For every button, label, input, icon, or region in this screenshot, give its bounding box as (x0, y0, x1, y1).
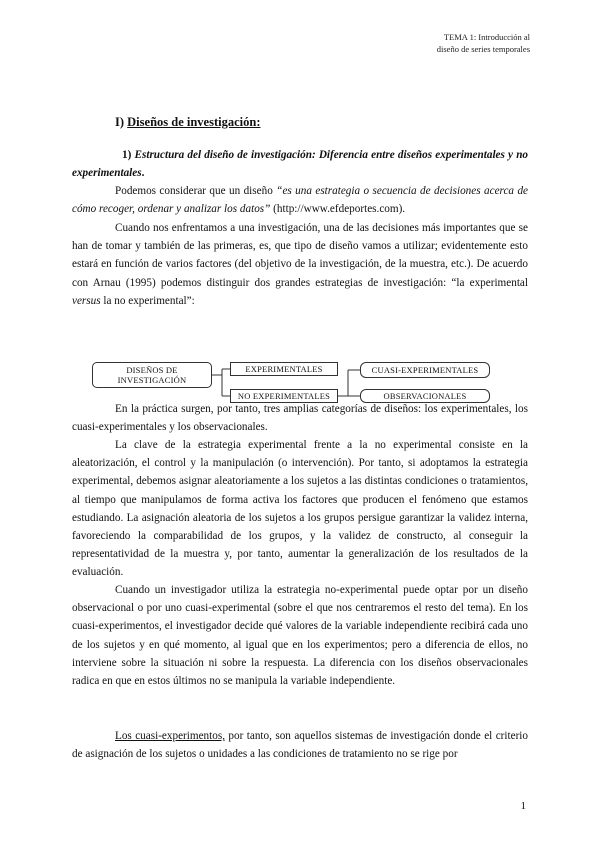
design-definition-quote: “es una estrategia o secuencia de decisiones acerca de cómo recoger, ordenar y analizar los datos” (72, 185, 528, 216)
section-number: I) (115, 115, 125, 129)
subsection-title: Estructura del diseño de investigación: Diferencia entre diseños experimentales y no experimentales (72, 149, 529, 180)
paragraph-5: Cuando un investigador utiliza la estrategia no-experimental puede optar por un diseño observacional o por uno cuasi-experimental (sobre el que nos centraremos el resto del tema). En los cuasi-experimentos, el investigador decide qué valores de la variable independiente recibirá cada uno de los sujetos y en qué momento, al igual que en los experimentos; pero a diferencia de ellos, no interviene sobre la situación ni sobre la respuesta. La diferencia con los diseños observacionales radica en que en estos últimos no se manipula la variable independiente. (72, 584, 528, 688)
subsection-heading: 1) Estructura del diseño de investigación: Diferencia entre diseños experimentales y no experimentales. (72, 149, 529, 180)
paragraph-1: Podemos considerar que un diseño “es una estrategia o secuencia de decisiones acerca de cómo recoger, ordenar y analizar los datos” (http://www.efdeportes.com). (72, 185, 528, 216)
running-header (330, 32, 530, 55)
diagram-experimental-box: EXPERIMENTALES (230, 362, 338, 376)
header-line-2: diseño de series temporales (436, 43, 530, 54)
paragraph-2: Cuando nos enfrentamos a una investigación, una de las decisiones más importantes que se han de tomar y también de las primeras, es, que tipo de diseño vamos a utilizar; evidentemente esto estará en función de varios factores (del objetivo de la investigación, de la muestra, etc.). De acuerdo con Arnau (1995) podemos distinguir dos grandes estrategias de investigación: “la experimental versus la no experimental”: (72, 222, 528, 307)
section-title: Diseños de investigación: (127, 115, 261, 129)
diagram-observacionales-box: OBSERVACIONALES (360, 389, 490, 403)
header-line-1: TEMA 1: Introducción al (443, 32, 530, 42)
paragraph-4: La clave de la estrategia experimental frente a la no experimental consiste en la aleatorización, el control y la manipulación (o intervención). Por tanto, si adoptamos la estrategia experimental, debemos asignar aleatoriamente a los sujetos a las distintas condiciones o tratamientos, al tiempo que manipulamos de forma activa los factores que producen el fenómeno que estamos estudiando. La asignación aleatoria de los sujetos a los grupos persigue garantizar la validez interna, favoreciendo la comparabilidad de los grupos, y la validez de constructo, al conseguir la representatividad de la muestra y, por tanto, aumentar la generalización de los resultados de la evaluación. (72, 439, 528, 579)
subsection-number: 1) (122, 149, 132, 161)
page-number: 1 (520, 800, 526, 812)
diagram-cuasi-box: CUASI-EXPERIMENTALES (360, 362, 490, 378)
paragraph-6: Los cuasi-experimentos, por tanto, son aquellos sistemas de investigación donde el criterio de asignación de los sujetos o unidades a las condiciones de tratamiento no se rige por (72, 730, 529, 761)
paragraph-3: En la práctica surgen, por tanto, tres amplias categorías de diseños: los experimentales, los cuasi-experimentales y los observacionales. (72, 403, 528, 434)
diagram-root-box: DISEÑOS DE INVESTIGACIÓN (92, 362, 212, 388)
diagram-no-experimental-box: NO EXPERIMENTALES (230, 389, 338, 403)
section-heading (115, 115, 261, 130)
cuasi-experiments-term: Los cuasi-experimentos, (115, 730, 225, 742)
